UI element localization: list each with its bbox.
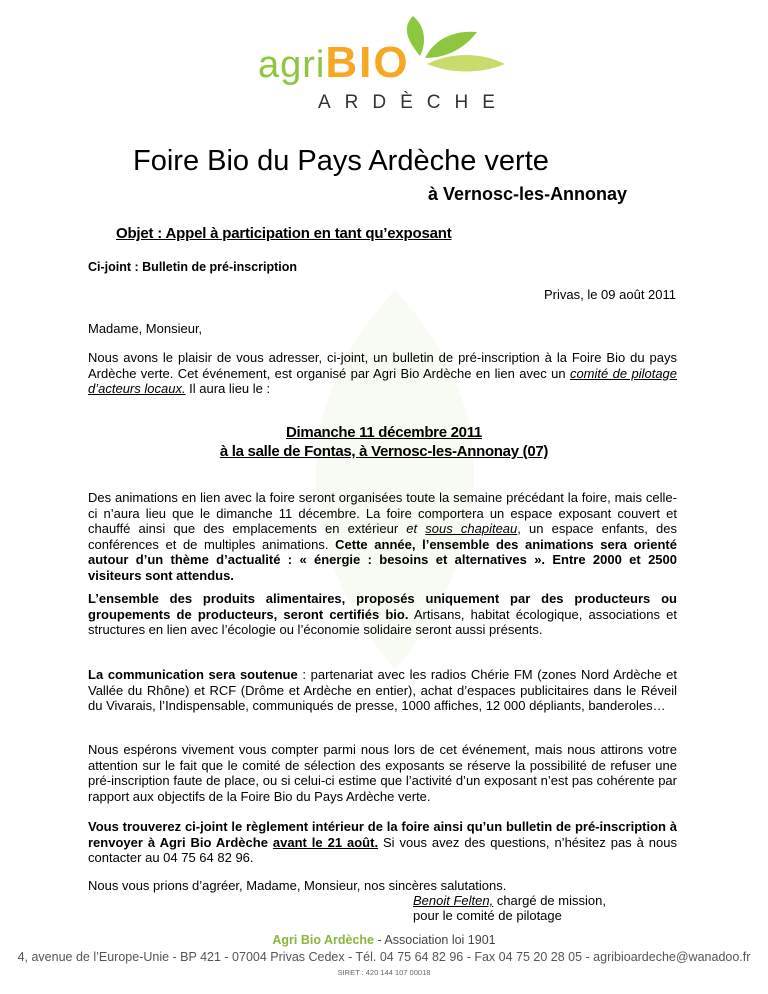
attachment-note: Ci-joint : Bulletin de pré-inscription: [88, 260, 298, 274]
paragraph-intro: [88, 350, 677, 397]
intro-end: Il aura lieu le :: [185, 381, 271, 397]
logo-agri: agri: [258, 44, 326, 86]
footer-org: Agri Bio Ardèche - Association loi 1901: [272, 933, 496, 947]
paragraph-communication: La communication sera soutenue : partenariat avec les radios Chérie FM (zones Nord Ardèche et Vallée du Rhône) et RCF (Drôme et Ardèche en entier), achat d’espaces publicitaires dans le Réveil du Vivarais, l’Indispensable, communiqués de presse, 1000 affiches, 12 000 dépliants, banderoles…: [88, 667, 677, 714]
footer-address: 4, avenue de l’Europe-Unie - BP 421 - 07004 Privas Cedex - Tél. 04 75 64 82 96 - Fax 04 75 20 28 05 - agribioardeche@wanadoo.fr: [17, 950, 751, 964]
paragraph-products: L’ensemble des produits alimentaires, proposés uniquement par des producteurs ou groupements de producteurs, seront certifiés bio. Artisans, habitat écologique, associations et structures en lien avec l’écologie ou l’économie solidaire seront aussi présents.: [88, 591, 677, 638]
closing: Nous vous prions d’agréer, Madame, Monsieur, nos sincères salutations.: [88, 878, 507, 893]
letter-date: Privas, le 09 août 2011: [543, 287, 676, 302]
page-title: Foire Bio du Pays Ardèche verte: [133, 145, 549, 177]
intro-text: Nous avons le plaisir de vous adresser, ci-joint, un bulletin de pré-inscription à la Foire Bio du pays Ardèche verte. Cet événement, est organisé par Agri Bio Ardèche en lien avec un: [88, 350, 677, 381]
event-date: Dimanche 11 décembre 2011: [286, 424, 482, 441]
letter-object: Objet : Appel à participation en tant qu’exposant: [116, 225, 452, 242]
logo-wordmark: [258, 38, 410, 88]
salutation: Madame, Monsieur,: [88, 321, 203, 336]
page-subtitle: à Vernosc-les-Annonay: [428, 184, 628, 204]
signature-name: Benoit Felten,: [413, 893, 494, 908]
event-venue: à la salle de Fontas, à Vernosc-les-Annonay (07): [219, 443, 549, 460]
paragraph-rules: Vous trouverez ci-joint le règlement intérieur de la foire ainsi qu’un bulletin de pré-inscription à renvoyer à Agri Bio Ardèche avant le 21 août. Si vous avez des questions, n’hésitez pas à nous contacter au 04 75 64 82 96.: [88, 819, 677, 866]
paragraph-selection: Nous espérons vivement vous compter parmi nous lors de cet événement, mais nous attirons votre attention sur le fait que le comité de sélection des exposants se réserve la possibilité de refuser une pré-inscription faute de place, ou si celui-ci estime que l’activité d’un exposant n’est pas cohérente par rapport aux objectifs de la Foire Bio du Pays Ardèche verte.: [88, 742, 677, 804]
deadline: avant le 21 août.: [272, 834, 379, 850]
signature-line-1: Benoit Felten, chargé de mission,: [413, 893, 606, 908]
paragraph-animations: Des animations en lien avec la foire seront organisées toute la semaine précédant la foire, mais celle-ci n’aura lieu que le dimanche 11 décembre. La foire comportera un espace exposant couvert et chauffé ainsi que des emplacements en extérieur et sous chapiteau, un espace enfants, des conférences et de multiples animations. Cette année, l’ensemble des animations sera orienté autour d’un thème d’actualité : « énergie : besoins et alternatives ». Entre 2000 et 2500 visiteurs sont attendus.: [88, 490, 678, 583]
logo-ardeche: ARDÈCHE: [318, 92, 509, 113]
steering-committee-text: comité de pilotage d’acteurs locaux.: [88, 365, 678, 397]
logo-bio: BIO: [325, 38, 410, 87]
footer-siret: SIRET : 420 144 107 00018: [337, 968, 431, 977]
signature-line-2: pour le comité de pilotage: [413, 908, 562, 923]
